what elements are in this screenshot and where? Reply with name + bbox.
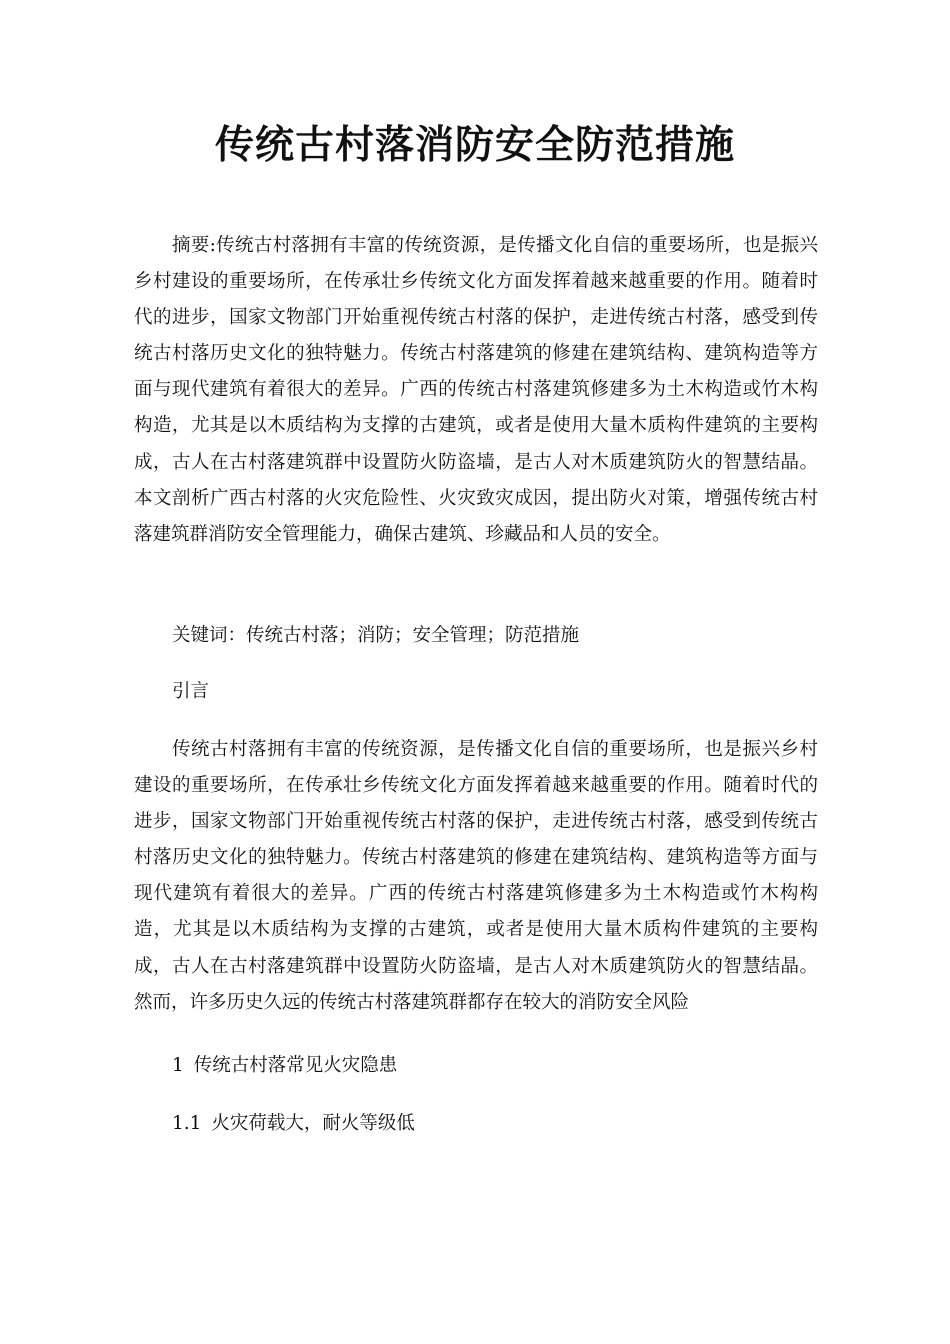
section-heading-1 [172,1048,397,1084]
intro-paragraph: 传统古村落拥有丰富的传统资源，是传播文化自信的重要场所，也是振兴乡村建设的重要场所，在传承壮乡传统文化方面发挥着越来越重要的作用。随着时代的进步，国家文物部门开始重视传统古村落的保护，走进传统古村落，感受到传统古村落历史文化的独特魅力。传统古村落建筑的修建在建筑结构、建筑构造等方面与现代建筑有着很大的差异。广西的传统古村落建筑修建多为土木构造或竹木构构造，尤其是以木质结构为支撑的古建筑，或者是使用大量木质构件建筑的主要构成，古人在古村落建筑群中设置防火防盗墙，是古人对木质建筑防火的智慧结晶。然而，许多历史久远的传统古村落建筑群都存在较大的消防安全风险 [134,739,818,1013]
keywords-line: 关键词：传统古村落；消防；安全管理；防范措施 [172,625,580,646]
intro-heading: 引言 [172,681,210,702]
section-heading-1-1 [172,1106,415,1142]
abstract-paragraph: 摘要:传统古村落拥有丰富的传统资源，是传播文化自信的重要场所，也是振兴乡村建设的重要场所，在传承壮乡传统文化方面发挥着越来越重要的作用。随着时代的进步，国家文物部门开始重视传统古村落的保护，走进传统古村落，感受到传统古村落历史文化的独特魅力。传统古村落建筑的修建在建筑结构、建筑构造等方面与现代建筑有着很大的差异。广西的传统古村落建筑修建多为土木构造或竹木构构造，尤其是以木质结构为支撑的古建筑，或者是使用大量木质构件建筑的主要构成，古人在古村落建筑群中设置防火防盗墙，是古人对木质建筑防火的智慧结晶。本文剖析广西古村落的火灾危险性、火灾致灾成因，提出防火对策，增强传统古村落建筑群消防安全管理能力，确保古建筑、珍藏品和人员的安全。 [134,235,818,545]
section-number: 1.1 [172,1113,202,1134]
document-title: 传统古村落消防安全防范措施 [214,123,735,168]
section-number: 1 [172,1055,184,1076]
section-title: 传统古村落常见火灾隐患 [193,1055,398,1076]
section-title: 火灾荷载大，耐火等级低 [211,1113,415,1134]
